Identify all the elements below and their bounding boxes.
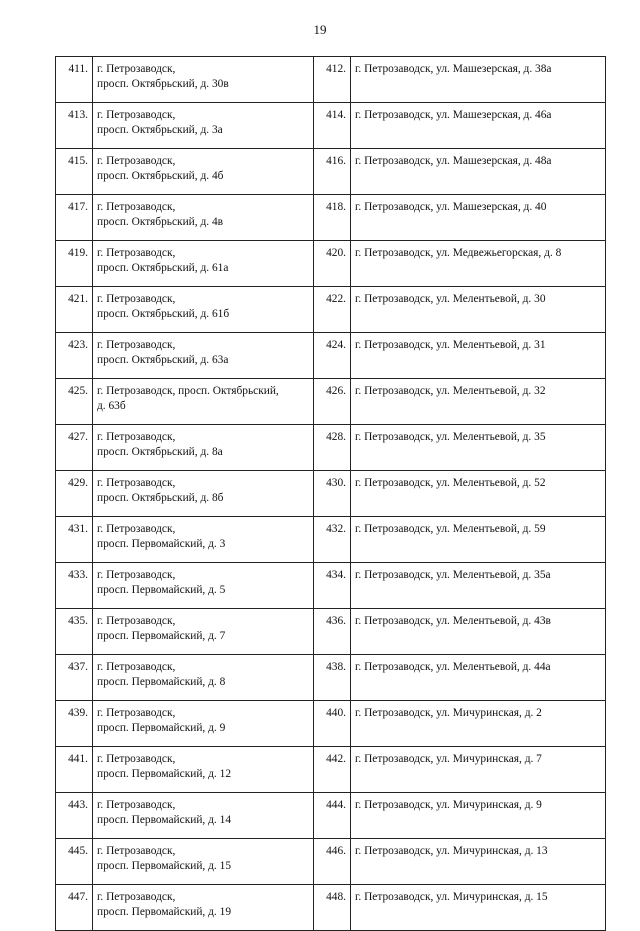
- row-number-left: 447.: [56, 885, 93, 931]
- address-cell-right: [351, 655, 606, 701]
- table-row: [56, 195, 606, 241]
- table-row: [56, 57, 606, 103]
- address-line: г. Петрозаводск, ул. Мелентьевой, д. 59: [355, 523, 546, 535]
- address-line: г. Петрозаводск, ул. Мелентьевой, д. 35а: [355, 569, 551, 581]
- address-line-2: просп. Первомайский, д. 19: [97, 906, 232, 918]
- address-cell-right: [351, 149, 606, 195]
- table-row: [56, 471, 606, 517]
- address-line: г. Петрозаводск, ул. Машезерская, д. 38а: [355, 63, 552, 75]
- row-number-right: 426.: [314, 379, 351, 425]
- row-number-right: 416.: [314, 149, 351, 195]
- address-line-1: г. Петрозаводск,: [97, 431, 176, 443]
- address-cell-left: [93, 195, 314, 241]
- row-number-left: 421.: [56, 287, 93, 333]
- address-line-1: г. Петрозаводск,: [97, 201, 176, 213]
- address-cell-left: [93, 333, 314, 379]
- table-row: [56, 793, 606, 839]
- address-line-2: просп. Октябрьский, д. 4б: [97, 170, 224, 182]
- address-line-2: просп. Первомайский, д. 5: [97, 584, 226, 596]
- address-line-2: просп. Октябрьский, д. 8а: [97, 446, 223, 458]
- address-line-1: г. Петрозаводск,: [97, 707, 176, 719]
- address-line-1: г. Петрозаводск,: [97, 293, 176, 305]
- row-number-right: 434.: [314, 563, 351, 609]
- address-cell-right: [351, 471, 606, 517]
- address-line-1: г. Петрозаводск,: [97, 523, 176, 535]
- address-cell-right: [351, 747, 606, 793]
- address-line-2: просп. Первомайский, д. 9: [97, 722, 226, 734]
- address-line: г. Петрозаводск, ул. Машезерская, д. 40: [355, 201, 547, 213]
- address-line: г. Петрозаводск, ул. Мичуринская, д. 7: [355, 753, 542, 765]
- row-number-left: 439.: [56, 701, 93, 747]
- row-number-left: 431.: [56, 517, 93, 563]
- address-cell-left: [93, 563, 314, 609]
- table-row: [56, 149, 606, 195]
- address-cell-right: [351, 425, 606, 471]
- row-number-left: 429.: [56, 471, 93, 517]
- table-row: [56, 609, 606, 655]
- row-number-right: 422.: [314, 287, 351, 333]
- address-cell-left: [93, 57, 314, 103]
- address-cell-right: [351, 103, 606, 149]
- address-line-1: г. Петрозаводск,: [97, 661, 176, 673]
- table-row: [56, 655, 606, 701]
- address-line: г. Петрозаводск, ул. Мичуринская, д. 2: [355, 707, 542, 719]
- row-number-left: 413.: [56, 103, 93, 149]
- address-line: г. Петрозаводск, ул. Мелентьевой, д. 31: [355, 339, 546, 351]
- row-number-right: 442.: [314, 747, 351, 793]
- address-line-2: просп. Октябрьский, д. 61б: [97, 308, 230, 320]
- address-cell-left: [93, 103, 314, 149]
- address-line: г. Петрозаводск, ул. Машезерская, д. 46а: [355, 109, 552, 121]
- address-line-1: г. Петрозаводск,: [97, 845, 176, 857]
- page-number: 19: [313, 22, 327, 37]
- row-number-left: 441.: [56, 747, 93, 793]
- address-line-1: г. Петрозаводск,: [97, 753, 176, 765]
- address-line-2: просп. Октябрьский, д. 4в: [97, 216, 224, 228]
- address-line-2: просп. Октябрьский, д. 30в: [97, 78, 229, 90]
- address-cell-left: [93, 149, 314, 195]
- address-cell-right: [351, 793, 606, 839]
- address-line: г. Петрозаводск, ул. Мелентьевой, д. 43в: [355, 615, 551, 627]
- address-cell-right: [351, 609, 606, 655]
- table-row: [56, 517, 606, 563]
- address-cell-left: [93, 379, 314, 425]
- table-row: [56, 839, 606, 885]
- address-cell-right: [351, 241, 606, 287]
- row-number-right: 418.: [314, 195, 351, 241]
- address-line: г. Петрозаводск, ул. Мичуринская, д. 13: [355, 845, 548, 857]
- address-line: г. Петрозаводск, ул. Мелентьевой, д. 32: [355, 385, 546, 397]
- row-number-left: 423.: [56, 333, 93, 379]
- row-number-left: 419.: [56, 241, 93, 287]
- address-line-2: просп. Первомайский, д. 3: [97, 538, 226, 550]
- address-line-1: г. Петрозаводск,: [97, 799, 176, 811]
- address-cell-left: [93, 609, 314, 655]
- row-number-left: 417.: [56, 195, 93, 241]
- row-number-right: 440.: [314, 701, 351, 747]
- address-cell-right: [351, 195, 606, 241]
- address-line-1: г. Петрозаводск,: [97, 247, 176, 259]
- row-number-left: 425.: [56, 379, 93, 425]
- address-cell-right: [351, 57, 606, 103]
- address-cell-right: [351, 287, 606, 333]
- address-cell-right: [351, 885, 606, 931]
- row-number-left: 415.: [56, 149, 93, 195]
- row-number-right: 432.: [314, 517, 351, 563]
- address-line-1: г. Петрозаводск,: [97, 63, 176, 75]
- row-number-right: 430.: [314, 471, 351, 517]
- address-cell-left: [93, 471, 314, 517]
- row-number-right: 424.: [314, 333, 351, 379]
- address-line-2: просп. Первомайский, д. 12: [97, 768, 232, 780]
- address-line: г. Петрозаводск, ул. Мелентьевой, д. 44а: [355, 661, 551, 673]
- address-line: г. Петрозаводск, ул. Медвежьегорская, д. 8: [355, 247, 562, 259]
- address-line: г. Петрозаводск, ул. Мелентьевой, д. 30: [355, 293, 546, 305]
- address-line: г. Петрозаводск, ул. Мичуринская, д. 15: [355, 891, 548, 903]
- address-line-1: г. Петрозаводск, просп. Октябрьский,: [97, 385, 279, 397]
- table-row: [56, 287, 606, 333]
- address-line-2: просп. Первомайский, д. 15: [97, 860, 232, 872]
- row-number-right: 420.: [314, 241, 351, 287]
- row-number-right: 438.: [314, 655, 351, 701]
- address-line-2: просп. Первомайский, д. 14: [97, 814, 232, 826]
- table-row: [56, 701, 606, 747]
- address-line-2: д. 63б: [97, 400, 126, 412]
- address-cell-right: [351, 333, 606, 379]
- address-table-body: [56, 57, 606, 931]
- address-line: г. Петрозаводск, ул. Мелентьевой, д. 35: [355, 431, 546, 443]
- address-cell-left: [93, 517, 314, 563]
- table-row: [56, 885, 606, 931]
- address-line-1: г. Петрозаводск,: [97, 569, 176, 581]
- address-line-2: просп. Первомайский, д. 8: [97, 676, 226, 688]
- table-row: [56, 333, 606, 379]
- address-cell-left: [93, 425, 314, 471]
- row-number-left: 435.: [56, 609, 93, 655]
- row-number-right: 428.: [314, 425, 351, 471]
- address-line-1: г. Петрозаводск,: [97, 477, 176, 489]
- address-cell-right: [351, 839, 606, 885]
- row-number-right: 414.: [314, 103, 351, 149]
- row-number-right: 444.: [314, 793, 351, 839]
- address-line-2: просп. Октябрьский, д. 8б: [97, 492, 224, 504]
- row-number-left: 443.: [56, 793, 93, 839]
- address-line-1: г. Петрозаводск,: [97, 109, 176, 121]
- address-cell-left: [93, 241, 314, 287]
- address-cell-left: [93, 747, 314, 793]
- address-line-1: г. Петрозаводск,: [97, 891, 176, 903]
- address-cell-left: [93, 701, 314, 747]
- address-cell-right: [351, 517, 606, 563]
- address-line: г. Петрозаводск, ул. Мичуринская, д. 9: [355, 799, 542, 811]
- address-line-2: просп. Октябрьский, д. 3а: [97, 124, 223, 136]
- address-line-1: г. Петрозаводск,: [97, 155, 176, 167]
- row-number-right: 448.: [314, 885, 351, 931]
- address-cell-left: [93, 839, 314, 885]
- address-line-2: просп. Октябрьский, д. 61а: [97, 262, 229, 274]
- table-row: [56, 241, 606, 287]
- address-cell-left: [93, 885, 314, 931]
- row-number-left: 433.: [56, 563, 93, 609]
- address-cell-left: [93, 655, 314, 701]
- address-cell-left: [93, 793, 314, 839]
- address-cell-right: [351, 379, 606, 425]
- table-row: [56, 379, 606, 425]
- row-number-right: 412.: [314, 57, 351, 103]
- row-number-left: 427.: [56, 425, 93, 471]
- row-number-right: 436.: [314, 609, 351, 655]
- address-table: [55, 56, 606, 931]
- row-number-left: 445.: [56, 839, 93, 885]
- address-cell-left: [93, 287, 314, 333]
- address-line-1: г. Петрозаводск,: [97, 615, 176, 627]
- address-line: г. Петрозаводск, ул. Мелентьевой, д. 52: [355, 477, 546, 489]
- table-row: [56, 103, 606, 149]
- table-row: [56, 563, 606, 609]
- table-row: [56, 747, 606, 793]
- row-number-left: 411.: [56, 57, 93, 103]
- address-line-1: г. Петрозаводск,: [97, 339, 176, 351]
- row-number-right: 446.: [314, 839, 351, 885]
- address-line-2: просп. Первомайский, д. 7: [97, 630, 226, 642]
- address-cell-right: [351, 701, 606, 747]
- table-row: [56, 425, 606, 471]
- address-line-2: просп. Октябрьский, д. 63а: [97, 354, 229, 366]
- row-number-left: 437.: [56, 655, 93, 701]
- address-cell-right: [351, 563, 606, 609]
- address-line: г. Петрозаводск, ул. Машезерская, д. 48а: [355, 155, 552, 167]
